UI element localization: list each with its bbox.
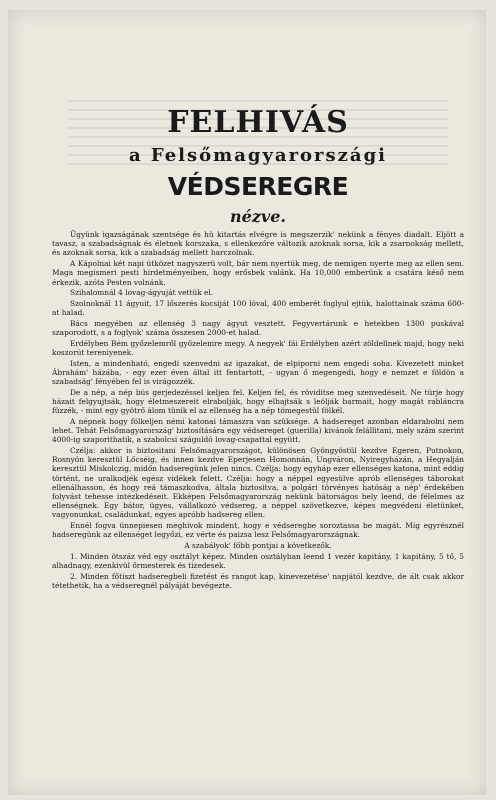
paragraph: Erdélyben Bém győzelemről győzelemre megy. A negyek' fái Erdélyben azért zöldellnek majd, hogy neki koszorút tereniyenek. bbox=[52, 338, 464, 357]
paragraph: De a nép, a nép bús gerjedezéssel keljen fel. Keljen fel, és röviditse meg szenvedéseit. Ne türje hogy házait felgyujtsák, hogy életmeszereit elrabolják, hogy elhajtsák s leölják barmait, hogy magát rabláncra füzzék, - mint egy gyötrő álom tünik el az ellenség ha a nép tömegestül fölkél. bbox=[52, 387, 464, 416]
paragraph: Czélja: akkor is biztositani Felsőmagyarországot, különösen Gyöngyöstül kezdve Egeren, Putnokon, Rosnyón keresztül Lőcséig, és innen kezdve Eperjesen Homonnán, Ungváron, Nyiregyházán, a Hegyalján keresztül Miskolczig, midőn hadseregünk jelen nincs. Czélja: hogy egyháр ezer ellenséges katona, mint eddig történt, ne uralkodjék egész vidékek felett. Czélja: hogy a néppel egyesülve aprób ellenséges táborokat ellenálhasson, és hogy reá támaszkodva, általa biztositva, a polgári törvényes hatóság a nép' érdekében folyvást tehesse intézkedéseit. Ekképen Felsőmagyarország nekünk bátorságos hely leend, de félelmes az ellenségnek. Egy bátor, ügyes, vállalkozó védsereg, a néppel szövetkezve, képes megvédeni életünket, vagyonunkat, családunkat, egyes apróbb hadsereg ellen. bbox=[52, 445, 465, 520]
paragraph: Szihalomnál 4 lovag-ágyuját vettük el. bbox=[70, 288, 214, 298]
subtitle: a Felsőmagyarországi bbox=[129, 145, 387, 166]
rule-item: 1. Minden ötszáz véd egy osztályt képez. Minden osztályban leend 1 vezér kapitány, 1 kapitány, 5 tő, 5 alhadnagy, ezenkivül őrmesterek és tizedesek. bbox=[52, 551, 464, 570]
paragraph: Ügyünk igazságának szentsége és hü kitartás elvégre is megszerzik' nekünk a fényes diadalt. Eljött a tavasz, a szabadságnak és életnek korszaka, s ellenkezőre változik azoknak sorsa, kik a zsarnokság mellett, és azoknak sorsa, kik a szabadság mellett harczolnak. bbox=[52, 230, 464, 258]
rules-heading: A szabályok' főbb pontjai a következők. bbox=[184, 541, 332, 550]
subheading: nézve. bbox=[230, 207, 286, 226]
paragraph: Bács megyében az ellenség 3 nagy ágyut vesztett. Fegyvertárunk e hetekben 1300 puskával szaporodott, s a foglyok' száma összesen 2000-et halad. bbox=[52, 318, 464, 338]
paragraph: Szolnoknál 11 ágyuit, 17 lőszerés kocsiját 100 lóval, 400 emberét foglyul ejtük, halottainak száma 600-at halad. bbox=[52, 298, 464, 318]
heading-vedseregre: VÉDSEREGRE bbox=[167, 172, 349, 201]
body-text bbox=[52, 230, 464, 590]
paragraph: Isten, a mindenható, engedi szenvedni az igazakat, de elpiporni nem engedi soha. Kivezetett minket Ábrahám' házába, - egy ezer éven által itt fentartott, - ugyan ő megengedi, hogy e nemzet e földön a szabadság' fényében fel is virágozzék. bbox=[52, 358, 464, 387]
paper-sheet bbox=[8, 10, 486, 795]
proclamation bbox=[52, 105, 464, 592]
paragraph: Ennél fogva ünnepiesen meghivok mindent, hogy e védseregbe soroztassa be magát. Míg egyrésznél hadseregünk az ellenséget legyőzi, ez vérte és paizsa lesz Felsőmagyarországnak. bbox=[52, 521, 464, 540]
rule-item: 2. Minden főtiszt hadseregbeli fizetést és rangot kap, kinevezetése' napjától kezdve, de ált csak akkor tétethetik, ha a védseregnél pályáját bevégezte. bbox=[52, 571, 464, 590]
title: FELHIVÁS bbox=[167, 105, 349, 140]
paragraph: A népnek hogy fölkeljen némi katonai támaszra van szüksége. A hadsereget azonban eldarabolni nem lehet. Tehát Felsőmagyarország' biztosítására egy védsereget (guerilla) kivánok felállitani, mely szám szerint 4000-ig szaporithatik, a szabolcsi száguldó lovag-csapattal együtt. bbox=[52, 416, 464, 445]
paragraph: A Kápolnai két napi ütközet nagyszerü volt, bár nem nyertük meg, de nemigen nyerte meg az ellen sem. Maga megismeri pesti hirdetményeiben, hogy erősbek valánk. Ha 10,000 emberünk a csatára késő nem érkezik, azóta Pesten volnánk. bbox=[52, 259, 464, 287]
